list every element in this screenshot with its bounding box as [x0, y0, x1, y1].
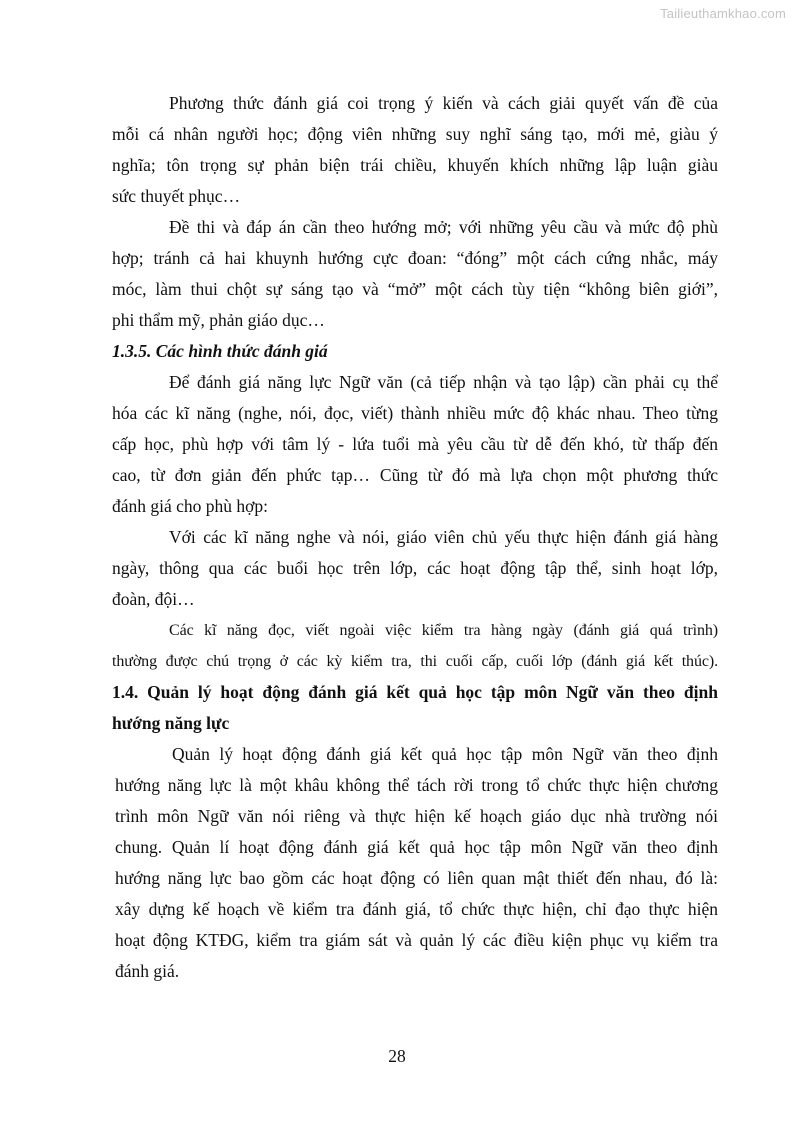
paragraph-line: cấp học, phù hợp với tâm lý - lứa tuổi mà yêu cầu từ dễ đến khó, từ thấp đến	[112, 434, 718, 454]
paragraph-line: hóa các kĩ năng (nghe, nói, đọc, viết) thành nhiều mức độ khác nhau. Theo từng	[112, 403, 718, 423]
paragraph-line: móc, làm thui chột sự sáng tạo và “mở” một cách tùy tiện “không biên giới”,	[112, 279, 718, 299]
paragraph-line: nghĩa; tôn trọng sự phản biện trái chiều, khuyến khích những lập luận giàu	[112, 155, 718, 175]
paragraph-line: sức thuyết phục…	[112, 186, 241, 206]
paragraph-line: Các kĩ năng đọc, viết ngoài việc kiểm tra hàng ngày (đánh giá quá trình)	[169, 622, 718, 639]
paragraph-line: hoạt động KTĐG, kiểm tra giám sát và quản lý các điều kiện phục vụ kiểm tra	[115, 930, 718, 950]
document-body	[112, 88, 718, 987]
paragraph-line: Với các kĩ năng nghe và nói, giáo viên chủ yếu thực hiện đánh giá hàng	[169, 527, 718, 547]
paragraph-line: đánh giá.	[115, 961, 180, 981]
paragraph-line: mỗi cá nhân người học; động viên những suy nghĩ sáng tạo, mới mẻ, giàu ý	[112, 124, 718, 144]
paragraph-line: trình môn Ngữ văn nói riêng và thực hiện kế hoạch giáo dục nhà trường nói	[115, 806, 718, 826]
paragraph-line: đoàn, đội…	[112, 589, 195, 609]
watermark: Tailieuthamkhao.com	[660, 6, 786, 21]
paragraph-line: Quản lý hoạt động đánh giá kết quả học tập môn Ngữ văn theo định	[172, 744, 718, 764]
paragraph-line: chung. Quản lí hoạt động đánh giá kết quả học tập môn Ngữ văn theo định	[115, 837, 718, 857]
paragraph-line: đánh giá cho phù hợp:	[112, 496, 269, 516]
section-heading: hướng năng lực	[112, 713, 230, 733]
paragraph-line: cao, từ đơn giản đến phức tạp… Cũng từ đó mà lựa chọn một phương thức	[112, 465, 718, 485]
paragraph-line: phi thẩm mỹ, phản giáo dục…	[112, 310, 325, 330]
paragraph-line: Phương thức đánh giá coi trọng ý kiến và cách giải quyết vấn đề của	[169, 93, 718, 113]
section-heading: 1.4. Quản lý hoạt động đánh giá kết quả học tập môn Ngữ văn theo định	[112, 682, 718, 702]
section-heading: 1.3.5. Các hình thức đánh giá	[112, 341, 328, 361]
page-number: 28	[388, 1046, 406, 1066]
paragraph-line: xây dựng kế hoạch về kiểm tra đánh giá, tổ chức thực hiện, chỉ đạo thực hiện	[115, 899, 718, 919]
paragraph-line: thường được chú trọng ở các kỳ kiểm tra, thi cuối cấp, cuối lớp (đánh giá kết thúc).	[112, 653, 718, 670]
paragraph-line: hướng năng lực là một khâu không thể tách rời trong tổ chức thực hiện chương	[115, 775, 718, 795]
paragraph-line: ngày, thông qua các buổi học trên lớp, các hoạt động tập thể, sinh hoạt lớp,	[112, 558, 718, 578]
paragraph-line: hợp; tránh cả hai khuynh hướng cực đoan: “đóng” một cách cứng nhắc, máy	[112, 248, 718, 268]
paragraph-line: hướng năng lực bao gồm các hoạt động có liên quan mật thiết đến nhau, đó là:	[115, 868, 718, 888]
paragraph-line: Đề thi và đáp án cần theo hướng mở; với những yêu cầu và mức độ phù	[169, 217, 718, 237]
paragraph-line: Để đánh giá năng lực Ngữ văn (cả tiếp nhận và tạo lập) cần phải cụ thể	[169, 372, 718, 392]
